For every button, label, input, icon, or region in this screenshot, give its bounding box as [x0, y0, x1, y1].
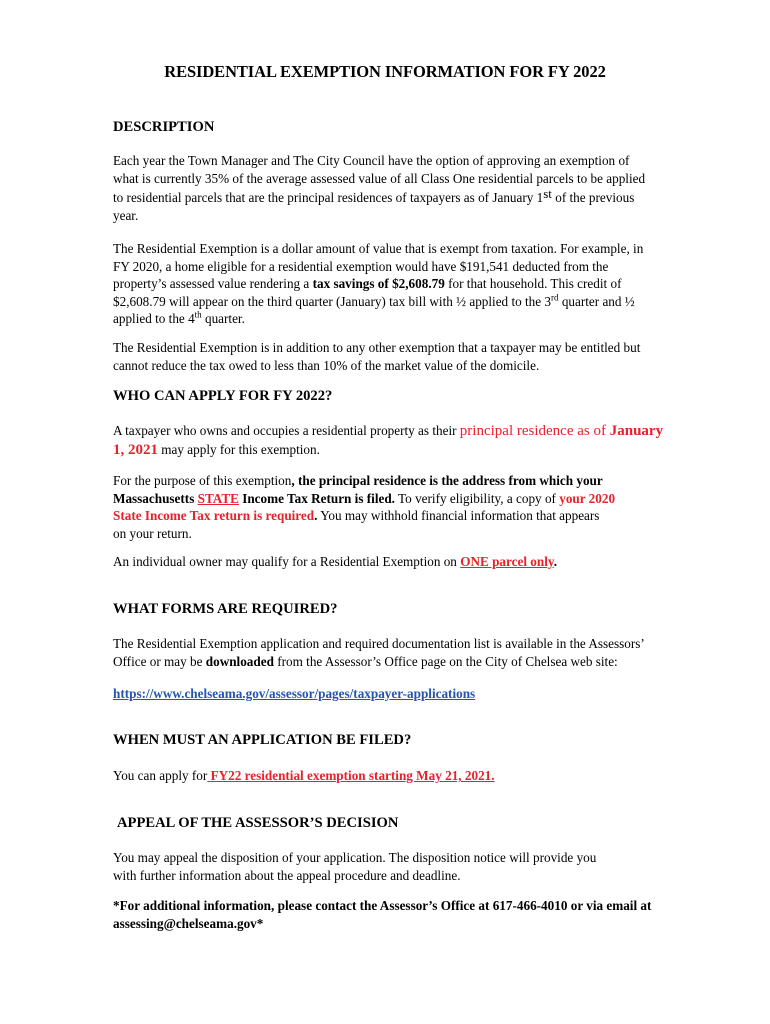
appeal-paragraph: [113, 849, 683, 884]
text-line: [113, 490, 683, 508]
description-paragraph-1: [113, 152, 683, 224]
bold-text: .: [314, 508, 318, 524]
forms-link-row: [113, 685, 683, 703]
text-line: The Residential Exemption is a dollar amount of value that is exempt from taxation. For example, in: [113, 241, 644, 256]
text-line: assessing@chelseama.gov*: [113, 915, 264, 931]
text-span: A taxpayer who owns and occupies a residential property as their: [113, 423, 460, 438]
section-heading-forms: WHAT FORMS ARE REQUIRED?: [113, 601, 338, 617]
text-line: cannot reduce the tax owed to less than 10% of the market value of the domicile.: [113, 357, 540, 373]
who-paragraph-3: [113, 553, 683, 571]
taxpayer-applications-link[interactable]: https://www.chelseama.gov/assessor/pages/taxpayer-applications: [113, 686, 476, 701]
when-paragraph: [113, 767, 683, 785]
text-line: You may appeal the disposition of your application. The disposition notice will provide you: [113, 850, 597, 865]
section-heading-appeal: APPEAL OF THE ASSESSOR’S DECISION: [117, 815, 399, 831]
one-parcel-highlight: ONE parcel only: [460, 554, 554, 569]
description-paragraph-3: [113, 339, 683, 374]
superscript: st: [543, 186, 552, 202]
text-line: FY 2020, a home eligible for a residential exemption would have $191,541 deducted from the: [113, 258, 609, 274]
text-span: may apply for this exemption.: [158, 441, 320, 457]
superscript: th: [194, 309, 202, 320]
text-span: An individual owner may qualify for a Residential Exemption on: [113, 554, 461, 569]
text-line: on your return.: [113, 525, 192, 541]
start-date-highlight: FY22 residential exemption starting May 21, 2021.: [207, 768, 495, 783]
highlight-text: principal residence as of: [459, 423, 610, 439]
text-line: with further information about the appeal procedure and deadline.: [113, 867, 461, 883]
text-span: to residential parcels that are the principal residences of taxpayers as of January 1: [113, 190, 544, 206]
text-line: Each year the Town Manager and The City Council have the option of approving an exemption of: [113, 153, 630, 168]
text-span: quarter and ½: [558, 293, 635, 309]
text-line: [113, 293, 683, 311]
text-span: applied to the 4: [113, 311, 195, 327]
highlight-date: January: [609, 423, 664, 439]
text-line: [113, 441, 683, 460]
section-heading-description: DESCRIPTION: [113, 119, 215, 135]
who-paragraph-2: [113, 472, 683, 542]
text-line: The Residential Exemption application and required documentation list is available in the Assessors’: [113, 636, 645, 651]
text-line: [113, 310, 683, 328]
contact-paragraph: [113, 897, 683, 932]
who-paragraph-1: [113, 422, 683, 459]
text-line: [113, 507, 683, 525]
text-line: [113, 422, 683, 441]
description-paragraph-2: [113, 240, 683, 328]
bold-text: Income Tax Return is filed.: [238, 490, 395, 506]
text-line: [113, 186, 683, 207]
text-span: To verify eligibility, a copy of: [394, 490, 560, 506]
superscript: rd: [551, 292, 559, 303]
bold-text: , the principal residence is the address from which your: [291, 473, 603, 488]
bold-text: Massachusetts: [113, 490, 198, 506]
highlight-date: 1, 2021: [113, 441, 158, 458]
text-span: You can apply for: [113, 768, 208, 783]
state-highlight: STATE: [197, 490, 239, 506]
text-span: You may withhold financial information that appears: [317, 508, 600, 524]
text-span: For the purpose of this exemption: [113, 473, 292, 488]
text-span: quarter.: [201, 311, 245, 327]
text-line: [113, 275, 683, 293]
bold-text: downloaded: [205, 653, 274, 669]
text-span: from the Assessor’s Office page on the City of Chelsea web site:: [273, 653, 618, 669]
text-span: $2,608.79 will appear on the third quarter (January) tax bill with ½ applied to the 3: [113, 293, 552, 309]
text-span: Office or may be: [113, 653, 206, 669]
text-line: what is currently 35% of the average assessed value of all Class One residential parcels to be applied: [113, 170, 646, 186]
forms-paragraph: [113, 635, 683, 670]
text-span: property’s assessed value rendering a: [113, 276, 313, 292]
text-line: The Residential Exemption is in addition to any other exemption that a taxpayer may be entitled but: [113, 340, 641, 355]
text-span: .: [553, 554, 558, 569]
text-line: year.: [113, 207, 139, 223]
text-line: *For additional information, please contact the Assessor’s Office at 617-466-4010 or via email at: [113, 898, 652, 913]
text-span: of the previous: [551, 190, 635, 206]
text-line: [113, 472, 683, 490]
section-heading-who-can-apply: WHO CAN APPLY FOR FY 2022?: [113, 388, 333, 404]
highlight-text: your 2020: [559, 490, 616, 506]
tax-savings-amount: tax savings of $2,608.79: [312, 276, 445, 292]
text-span: for that household. This credit of: [444, 276, 622, 292]
page-title: RESIDENTIAL EXEMPTION INFORMATION FOR FY 2022: [164, 62, 606, 81]
text-line: [113, 653, 683, 671]
highlight-text: State Income Tax return is required: [113, 508, 315, 524]
section-heading-when: WHEN MUST AN APPLICATION BE FILED?: [113, 732, 412, 748]
